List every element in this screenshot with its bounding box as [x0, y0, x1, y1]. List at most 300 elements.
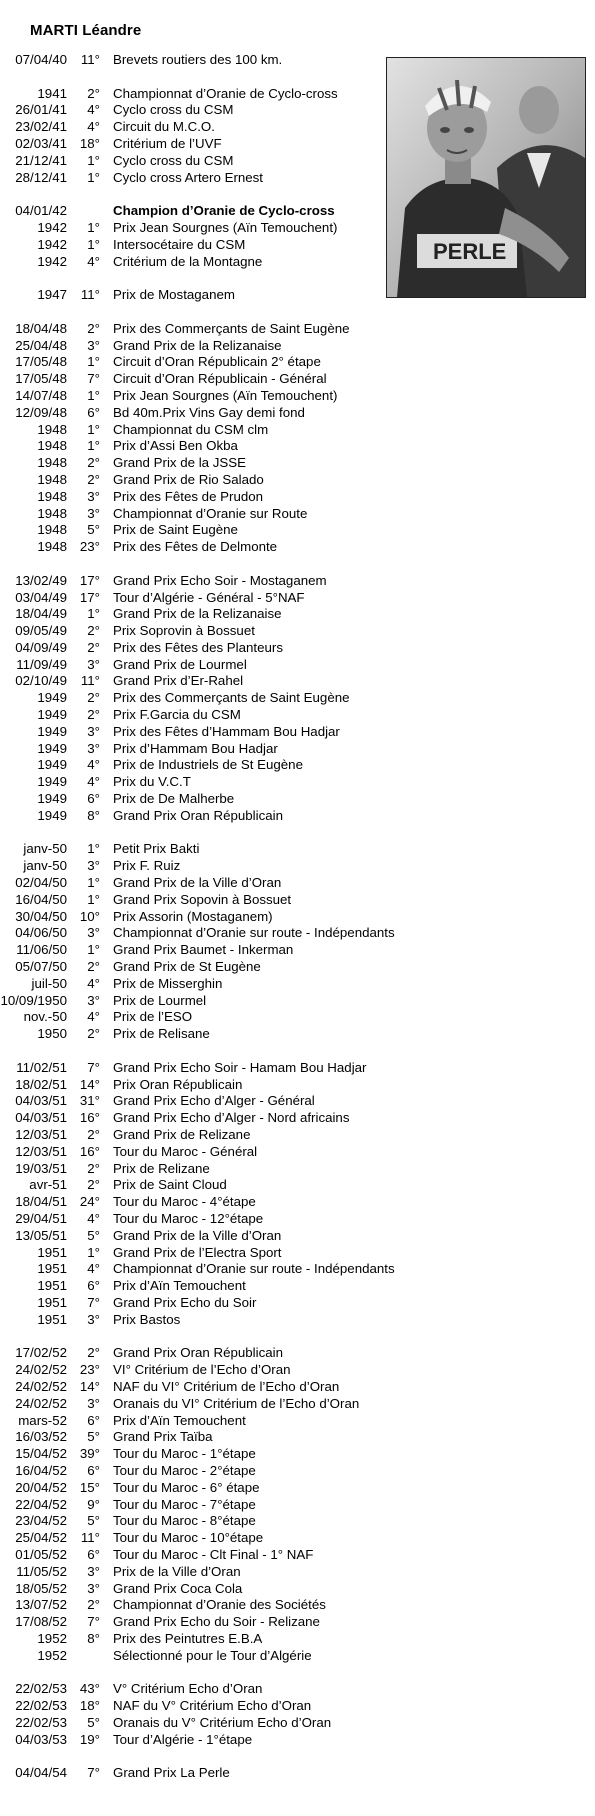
result-row — [0, 1060, 595, 1077]
result-event: Prix des Fêtes de Prudon — [113, 488, 264, 504]
result-rank: 6° — [87, 1546, 100, 1562]
result-event: Prix de Lourmel — [113, 992, 207, 1008]
result-date: avr-51 — [29, 1177, 67, 1193]
result-date: 1949 — [37, 740, 67, 756]
result-date: 1947 — [37, 287, 67, 303]
result-row — [0, 724, 595, 741]
result-event: Petit Prix Bakti — [113, 841, 200, 857]
result-rank: 7° — [87, 1614, 100, 1630]
result-rank: 3° — [87, 488, 100, 504]
result-event: Tour du Maroc - 4°étape — [113, 1194, 256, 1210]
result-row — [0, 136, 595, 153]
result-date: 02/10/49 — [15, 673, 67, 689]
result-date: 11/05/52 — [16, 1563, 67, 1579]
result-event: Oranais du VI° Critérium de l’Echo d’Oran — [113, 1395, 360, 1411]
result-rank: 18° — [79, 1698, 100, 1714]
result-row — [0, 1715, 595, 1732]
result-rank: 4° — [87, 774, 100, 790]
result-event: Grand Prix de l’Electra Sport — [113, 1244, 282, 1260]
result-event: Grand Prix de la JSSE — [113, 455, 247, 471]
result-event: Prix Jean Sourgnes (Aïn Temouchent) — [113, 219, 338, 235]
result-event: Prix des Commerçants de Saint Eugène — [113, 320, 350, 336]
result-rank: 5° — [87, 522, 100, 538]
result-date: 1951 — [37, 1311, 67, 1327]
result-rank: 4° — [87, 119, 100, 135]
result-event: Grand Prix Echo Soir - Mostaganem — [113, 572, 327, 588]
result-date: 02/03/41 — [15, 135, 67, 151]
result-row — [0, 1177, 595, 1194]
result-event: Grand Prix Echo du Soir - Relizane — [113, 1614, 320, 1630]
result-row — [0, 472, 595, 489]
result-date: 1941 — [37, 85, 67, 101]
result-date: 1951 — [37, 1294, 67, 1310]
result-rank: 2° — [87, 959, 100, 975]
result-row — [0, 942, 595, 959]
result-row — [0, 808, 595, 825]
result-row — [0, 976, 595, 993]
result-event: VI° Critérium de l’Echo d’Oran — [113, 1362, 291, 1378]
result-date: 22/02/53 — [15, 1698, 67, 1714]
result-event: Prix d’Assi Ben Okba — [113, 438, 238, 454]
result-rank: 5° — [87, 1227, 100, 1243]
result-event: Prix de Saint Eugène — [113, 522, 238, 538]
result-event: Prix des Commerçants de Saint Eugène — [113, 690, 350, 706]
result-row — [0, 539, 595, 556]
result-rank: 9° — [87, 1496, 100, 1512]
result-rank: 3° — [87, 723, 100, 739]
result-event: Tour du Maroc - Clt Final - 1° NAF — [113, 1546, 314, 1562]
result-event: Critérium de la Montagne — [113, 253, 263, 269]
result-rank: 4° — [87, 1210, 100, 1226]
result-date: 17/05/48 — [15, 354, 67, 370]
result-row — [0, 1497, 595, 1514]
result-row — [0, 489, 595, 506]
result-row — [0, 371, 595, 388]
result-event: Championnat d’Oranie sur Route — [113, 505, 308, 521]
result-rank: 18° — [79, 135, 100, 151]
result-date: 1951 — [37, 1244, 67, 1260]
result-row — [0, 1261, 595, 1278]
result-row — [0, 1698, 595, 1715]
result-date: 18/04/51 — [15, 1194, 67, 1210]
result-row — [0, 774, 595, 791]
result-date: 03/04/49 — [15, 589, 67, 605]
result-date: 1949 — [37, 723, 67, 739]
section-spacer — [0, 1043, 595, 1060]
result-row — [0, 422, 595, 439]
result-rank: 15° — [79, 1479, 100, 1495]
result-date: 1949 — [37, 791, 67, 807]
result-row — [0, 1345, 595, 1362]
result-row — [0, 170, 595, 187]
result-rank: 1° — [87, 438, 100, 454]
result-row — [0, 1144, 595, 1161]
result-date: 1942 — [37, 236, 67, 252]
result-rank: 2° — [87, 1160, 100, 1176]
result-event: Prix de Misserghin — [113, 975, 223, 991]
result-row — [0, 606, 595, 623]
result-date: 1952 — [37, 1630, 67, 1646]
result-event: Championnat du CSM clm — [113, 421, 269, 437]
result-row — [0, 875, 595, 892]
result-row — [0, 892, 595, 909]
result-row — [0, 1480, 595, 1497]
result-row — [0, 1648, 595, 1665]
result-event: NAF du VI° Critérium de l’Echo d’Oran — [113, 1378, 340, 1394]
result-event: Prix de l’ESO — [113, 1009, 193, 1025]
result-event: Grand Prix Coca Cola — [113, 1580, 243, 1596]
section-spacer — [0, 825, 595, 842]
result-row — [0, 1597, 595, 1614]
result-date: 1951 — [37, 1261, 67, 1277]
result-event: Prix d’Aïn Temouchent — [113, 1278, 246, 1294]
result-event: Bd 40m.Prix Vins Gay demi fond — [113, 404, 305, 420]
result-rank: 2° — [87, 1345, 100, 1361]
result-rank: 5° — [87, 1714, 100, 1730]
result-event: Tour du Maroc - 7°étape — [113, 1496, 256, 1512]
result-date: 18/05/52 — [15, 1580, 67, 1596]
result-event: Grand Prix Echo d’Alger - Nord africains — [113, 1110, 350, 1126]
result-date: 25/04/48 — [15, 337, 67, 353]
result-rank: 39° — [79, 1446, 100, 1462]
result-date: 1949 — [37, 690, 67, 706]
result-row — [0, 254, 595, 271]
result-event: Grand Prix Oran Républicain — [113, 807, 283, 823]
result-date: 22/04/52 — [15, 1496, 67, 1512]
result-rank: 17° — [79, 572, 100, 588]
result-rank: 2° — [87, 455, 100, 471]
result-event: NAF du V° Critérium Echo d’Oran — [113, 1698, 312, 1714]
result-row — [0, 909, 595, 926]
result-rank: 24° — [79, 1194, 100, 1210]
result-row — [0, 1127, 595, 1144]
result-row — [0, 1228, 595, 1245]
result-rank: 3° — [87, 858, 100, 874]
result-row — [0, 203, 595, 220]
result-date: janv-50 — [23, 858, 67, 874]
section-spacer — [0, 1748, 595, 1765]
result-event: Grand Prix de la Ville d’Oran — [113, 875, 282, 891]
result-date: 21/12/41 — [15, 152, 67, 168]
result-date: 04/01/42 — [15, 203, 67, 219]
result-row — [0, 1530, 595, 1547]
result-date: 30/04/50 — [15, 908, 67, 924]
result-row — [0, 1077, 595, 1094]
result-date: nov.-50 — [23, 1009, 67, 1025]
result-event: Prix Bastos — [113, 1311, 181, 1327]
result-row — [0, 119, 595, 136]
result-rank: 2° — [87, 1177, 100, 1193]
result-row — [0, 657, 595, 674]
result-event: Tour du Maroc - 1°étape — [113, 1446, 256, 1462]
result-row — [0, 1278, 595, 1295]
result-date: 14/07/48 — [15, 387, 67, 403]
result-date: 26/01/41 — [15, 102, 67, 118]
result-date: 22/02/53 — [15, 1681, 67, 1697]
result-event: Championnat d’Oranie sur route - Indépendants — [113, 925, 395, 941]
result-rank: 43° — [79, 1681, 100, 1697]
result-rank: 4° — [87, 102, 100, 118]
result-row — [0, 1547, 595, 1564]
result-event: Grand Prix La Perle — [113, 1765, 230, 1781]
result-event: Prix de Industriels de St Eugène — [113, 757, 303, 773]
result-row — [0, 757, 595, 774]
result-rank: 6° — [87, 791, 100, 807]
result-rank: 2° — [87, 1127, 100, 1142]
result-date: 04/06/50 — [15, 925, 67, 941]
result-row — [0, 690, 595, 707]
result-date: 11/02/51 — [16, 1059, 67, 1075]
result-rank: 2° — [87, 1597, 100, 1613]
result-date: 13/07/52 — [15, 1597, 67, 1613]
result-event: Circuit du M.C.O. — [113, 119, 215, 135]
result-event: Tour d’Algérie - 1°étape — [113, 1731, 253, 1747]
result-date: 13/02/49 — [15, 572, 67, 588]
result-row — [0, 405, 595, 422]
result-rank: 3° — [87, 1563, 100, 1579]
result-row — [0, 220, 595, 237]
result-rank: 4° — [87, 757, 100, 773]
result-date: 24/02/52 — [15, 1395, 67, 1411]
result-rank: 2° — [87, 623, 100, 639]
result-rank: 23° — [79, 539, 100, 555]
result-date: 18/04/48 — [15, 320, 67, 336]
result-date: 17/02/52 — [15, 1345, 67, 1361]
result-event: Circuit d’Oran Républicain 2° étape — [113, 354, 321, 370]
result-date: 29/04/51 — [15, 1210, 67, 1226]
result-row — [0, 590, 595, 607]
result-date: 24/02/52 — [15, 1362, 67, 1378]
result-event: Tour du Maroc - 2°étape — [113, 1462, 256, 1478]
result-event: Prix d’Aïn Temouchent — [113, 1412, 246, 1428]
result-date: 18/04/49 — [15, 606, 67, 622]
result-date: 07/04/40 — [15, 52, 67, 67]
result-row — [0, 522, 595, 539]
result-row — [0, 52, 595, 69]
result-row — [0, 707, 595, 724]
result-row — [0, 841, 595, 858]
result-event: Grand Prix d’Er-Rahel — [113, 673, 244, 689]
result-date: 1952 — [37, 1647, 67, 1663]
result-date: 1948 — [37, 488, 67, 504]
result-date: 24/02/52 — [15, 1378, 67, 1394]
result-row — [0, 1379, 595, 1396]
section-spacer — [0, 304, 595, 321]
result-date: 25/04/52 — [15, 1530, 67, 1546]
result-date: janv-50 — [23, 841, 67, 857]
result-date: 1949 — [37, 757, 67, 773]
result-date: 12/03/51 — [15, 1143, 67, 1159]
result-event: Grand Prix de Rio Salado — [113, 471, 264, 487]
result-event: Tour d’Algérie - Général - 5°NAF — [113, 589, 305, 605]
result-event: Prix de Relisane — [113, 1026, 210, 1042]
result-row — [0, 1614, 595, 1631]
result-rank: 3° — [87, 1395, 100, 1411]
result-rank: 2° — [87, 1026, 100, 1042]
result-event: Prix d’Hammam Bou Hadjar — [113, 740, 278, 756]
result-rank: 11° — [80, 1530, 100, 1546]
result-event: Tour du Maroc - 8°étape — [113, 1513, 256, 1529]
result-date: 17/05/48 — [15, 371, 67, 387]
result-row — [0, 1631, 595, 1648]
result-rank: 3° — [87, 1580, 100, 1596]
result-date: 1948 — [37, 522, 67, 538]
result-event: Grand Prix Echo du Soir — [113, 1294, 257, 1310]
result-row — [0, 1732, 595, 1749]
result-row — [0, 1245, 595, 1262]
result-event: Grand Prix de Lourmel — [113, 656, 247, 672]
result-rank: 2° — [87, 85, 100, 101]
result-event: Brevets routiers des 100 km. — [113, 52, 283, 67]
result-event: Cyclo cross Artero Ernest — [113, 169, 264, 185]
result-row — [0, 321, 595, 338]
result-rank: 1° — [87, 236, 100, 252]
result-date: 10/09/1950 — [0, 992, 67, 1008]
result-rank: 6° — [87, 404, 100, 420]
result-row — [0, 153, 595, 170]
result-row — [0, 623, 595, 640]
result-rank: 3° — [87, 505, 100, 521]
results-list — [0, 52, 595, 1782]
result-row — [0, 287, 595, 304]
result-row — [0, 1093, 595, 1110]
result-date: 23/04/52 — [15, 1513, 67, 1529]
result-rank: 31° — [79, 1093, 100, 1109]
result-date: 20/04/52 — [15, 1479, 67, 1495]
result-rank: 7° — [87, 1059, 100, 1075]
result-row — [0, 925, 595, 942]
result-rank: 2° — [87, 320, 100, 336]
result-row — [0, 1194, 595, 1211]
result-rank: 3° — [87, 925, 100, 941]
result-event: Prix de Mostaganem — [113, 287, 235, 303]
result-date: 1948 — [37, 455, 67, 471]
result-date: 1948 — [37, 471, 67, 487]
result-rank: 1° — [87, 875, 100, 891]
result-row — [0, 1581, 595, 1598]
result-rank: 5° — [87, 1429, 100, 1445]
result-event: Oranais du V° Critérium Echo d’Oran — [113, 1714, 332, 1730]
result-event: Prix des Fêtes de Delmonte — [113, 539, 278, 555]
result-row — [0, 1161, 595, 1178]
section-spacer — [0, 69, 595, 86]
result-event: Grand Prix de la Relizanaise — [113, 606, 282, 622]
result-rank: 14° — [79, 1076, 100, 1092]
result-row — [0, 388, 595, 405]
result-event: Prix Jean Sourgnes (Aïn Temouchent) — [113, 387, 338, 403]
result-date: 1950 — [37, 1026, 67, 1042]
result-rank: 4° — [87, 975, 100, 991]
result-event: Prix F. Ruiz — [113, 858, 181, 874]
result-date: 04/09/49 — [15, 639, 67, 655]
result-event: Tour du Maroc - 10°étape — [113, 1530, 264, 1546]
result-row — [0, 438, 595, 455]
result-event: Championnat d’Oranie des Sociétés — [113, 1597, 326, 1613]
result-date: 28/12/41 — [15, 169, 67, 185]
result-rank: 3° — [87, 656, 100, 672]
result-row — [0, 86, 595, 103]
result-rank: 3° — [87, 740, 100, 756]
result-row — [0, 1513, 595, 1530]
result-row — [0, 354, 595, 371]
result-rank: 11° — [80, 673, 100, 689]
result-rank: 1° — [87, 387, 100, 403]
result-date: mars-52 — [18, 1412, 67, 1428]
result-rank: 1° — [87, 152, 100, 168]
result-row — [0, 993, 595, 1010]
result-date: 19/03/51 — [15, 1160, 67, 1176]
result-date: 1949 — [37, 707, 67, 723]
result-row — [0, 640, 595, 657]
result-rank: 2° — [87, 707, 100, 723]
result-event: Sélectionné pour le Tour d’Algérie — [113, 1647, 312, 1663]
result-row — [0, 1446, 595, 1463]
result-rank: 6° — [87, 1412, 100, 1428]
result-date: 04/03/51 — [15, 1110, 67, 1126]
result-row — [0, 1765, 595, 1782]
result-rank: 1° — [87, 219, 100, 235]
result-rank: 11° — [80, 287, 100, 303]
result-rank: 16° — [79, 1143, 100, 1159]
result-date: 1948 — [37, 438, 67, 454]
result-date: juil-50 — [31, 975, 67, 991]
result-rank: 1° — [87, 169, 100, 185]
result-event: Grand Prix Sopovin à Bossuet — [113, 891, 292, 907]
result-row — [0, 791, 595, 808]
result-event: Cyclo cross du CSM — [113, 152, 234, 168]
result-row — [0, 741, 595, 758]
result-rank: 3° — [87, 337, 100, 353]
result-rank: 7° — [87, 1294, 100, 1310]
result-date: 11/06/50 — [16, 942, 67, 958]
result-rank: 7° — [87, 1765, 100, 1781]
result-event: Cyclo cross du CSM — [113, 102, 234, 118]
result-row — [0, 1429, 595, 1446]
result-event: Prix de la Ville d’Oran — [113, 1563, 241, 1579]
result-rank: 2° — [87, 639, 100, 655]
result-row — [0, 1211, 595, 1228]
page-title: MARTI Léandre — [30, 22, 142, 39]
result-rank: 3° — [87, 1311, 100, 1327]
result-event: Championnat d’Oranie sur route - Indépendants — [113, 1261, 395, 1277]
result-rank: 1° — [87, 606, 100, 622]
result-row — [0, 858, 595, 875]
result-row — [0, 1362, 595, 1379]
result-rank: 5° — [87, 1513, 100, 1529]
result-date: 1942 — [37, 219, 67, 235]
result-row — [0, 573, 595, 590]
result-event: Grand Prix de Relizane — [113, 1127, 251, 1142]
result-event: Champion d’Oranie de Cyclo-cross — [113, 203, 335, 219]
result-rank: 8° — [87, 1630, 100, 1646]
result-row — [0, 1463, 595, 1480]
result-date: 1942 — [37, 253, 67, 269]
result-date: 23/02/41 — [15, 119, 67, 135]
result-event: V° Critérium Echo d’Oran — [113, 1681, 263, 1697]
result-event: Prix Oran Républicain — [113, 1076, 243, 1092]
result-rank: 2° — [87, 690, 100, 706]
result-row — [0, 1396, 595, 1413]
result-date: 16/03/52 — [15, 1429, 67, 1445]
section-spacer — [0, 270, 595, 287]
result-date: 1948 — [37, 421, 67, 437]
result-rank: 1° — [87, 421, 100, 437]
section-spacer — [0, 1329, 595, 1346]
result-event: Tour du Maroc - Général — [113, 1143, 258, 1159]
result-event: Grand Prix Taïba — [113, 1429, 213, 1445]
result-date: 04/03/53 — [15, 1731, 67, 1747]
result-row — [0, 1312, 595, 1329]
